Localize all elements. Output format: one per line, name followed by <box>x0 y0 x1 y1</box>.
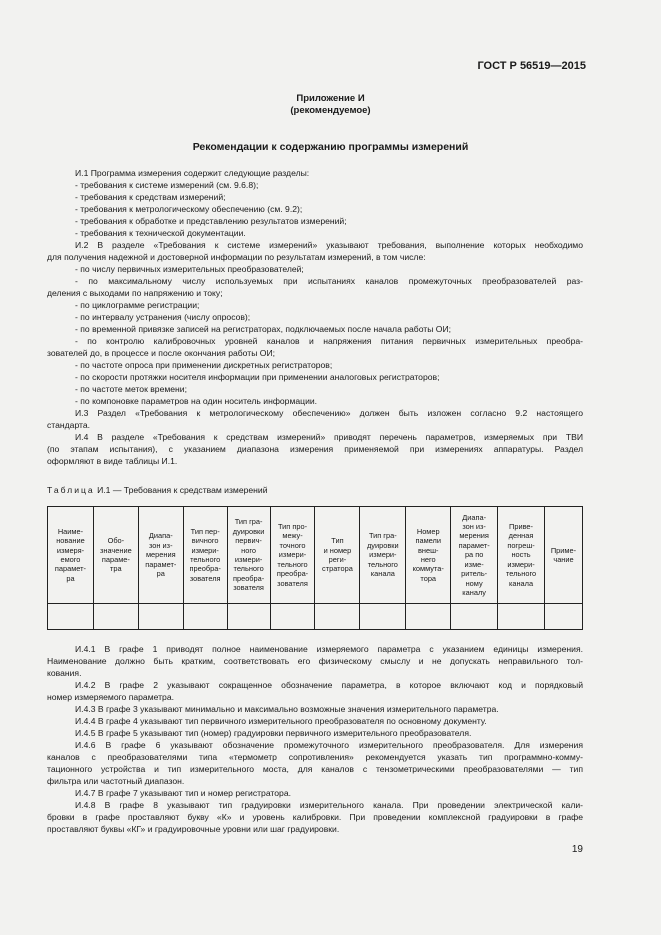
table-header-row <box>48 507 583 604</box>
table-header-cell: Тип гра- дуировки первич- ного измери- тельного преобра- зователя <box>227 507 270 604</box>
list-item: - требования к технической документации. <box>75 228 246 238</box>
paragraph-cont: фильтра или частотный диапазон. <box>47 776 185 786</box>
paragraph: И.4.5 В графе 5 указывают тип (номер) градуировки первичного измерительного преобразователя. <box>75 728 472 738</box>
table-cell <box>138 604 183 630</box>
table-cell <box>227 604 270 630</box>
table-cell <box>48 604 94 630</box>
list-item: - требования к системе измерений (см. 9.6.8); <box>75 180 259 190</box>
section-title: Рекомендации к содержанию программы измерений <box>192 141 469 153</box>
table-header-cell: Тип пер- вичного измери- тельного преобра- зователя <box>183 507 227 604</box>
paragraph-cont: оформляют в виде таблицы И.1. <box>47 456 178 466</box>
table-header-cell: Обо- значение параме- тра <box>93 507 138 604</box>
paragraph-cont: бровки в графе проставляют букву «К» и уровень калибровки. При проведении комплексной градуировки в графе <box>47 812 583 822</box>
table-header-cell: Тип гра- дуировки измери- тельного канала <box>360 507 406 604</box>
paragraph-cont: стандарта. <box>47 420 91 430</box>
list-item: - по числу первичных измерительных преобразователей; <box>75 264 304 274</box>
list-item-cont: деления с выходами по напряжению и току; <box>47 288 223 298</box>
table-cell <box>498 604 545 630</box>
paragraph: И.4.3 В графе 3 указывают минимально и максимально возможные значения измерительного параметра. <box>75 704 499 714</box>
paragraph-cont: (по этапам испытания), с указанием диапазона измерения применяемой при измерениях аппаратуры. Раздел <box>47 444 583 454</box>
table-header-cell: Тип про- межу- точного измери- тельного преобра- зователя <box>270 507 315 604</box>
paragraph-cont: тационного устройства и тип измерительного моста, для каналов с тензометрическими преобразователями — тип <box>47 764 583 774</box>
list-item: - по интервалу устранения (числу опросов); <box>75 312 251 322</box>
paragraph: И.4.7 В графе 7 указывают тип и номер регистратора. <box>75 788 291 798</box>
paragraph: И.4.8 В графе 8 указывают тип градуировки измерительного канала. При проведении электрической кали- <box>75 800 583 810</box>
page-number: 19 <box>571 844 583 855</box>
table-cell <box>315 604 360 630</box>
table-cell <box>451 604 498 630</box>
table-header-cell: Тип и номер реги- стратора <box>315 507 360 604</box>
table-cell <box>406 604 451 630</box>
list-item: - по скорости протяжки носителя информации при применении аналоговых регистраторов; <box>75 372 440 382</box>
appendix-status: (рекомендуемое) <box>290 105 371 116</box>
body-text-section1 <box>47 167 583 467</box>
paragraph-cont: номер измеряемого параметра. <box>47 692 175 702</box>
table-empty-row <box>48 604 583 630</box>
table-header-cell: Диапа- зон из- мерения парамет- ра по изме- ритель- ному каналу <box>451 507 498 604</box>
table-caption-text: И.1 — Требования к средствам измерений <box>97 485 268 495</box>
paragraph: И.1 Программа измерения содержит следующие разделы: <box>75 168 310 178</box>
appendix-title: Приложение И <box>296 93 365 104</box>
table-header-cell: Приве- денная погреш- ность измери- тельного канала <box>498 507 545 604</box>
paragraph: И.3 Раздел «Требования к метрологическому обеспечению» должен быть изложен согласно 9.2 настоящего <box>75 408 583 418</box>
table-cell <box>270 604 315 630</box>
list-item: - по максимальному числу используемых при испытаниях каналов промежуточных преобразователей раз- <box>75 276 583 286</box>
table-cell <box>93 604 138 630</box>
table-header-cell: Диапа- зон из- мерения парамет- ра <box>138 507 183 604</box>
list-item: - требования к метрологическому обеспечению (см. 9.2); <box>75 204 303 214</box>
paragraph: И.4.1 В графе 1 приводят полное наименование измеряемого параметра с указанием единицы измерения. <box>75 644 583 654</box>
table-cell <box>360 604 406 630</box>
standard-header: ГОСТ Р 56519—2015 <box>477 60 586 72</box>
table-header-cell: Наиме- нование измеря- емого парамет- ра <box>48 507 94 604</box>
list-item: - требования к обработке и представлению результатов измерений; <box>75 216 347 226</box>
list-item: - по временной привязке записей на регистраторах, подключаемых после начала работы ОИ; <box>75 324 452 334</box>
requirements-table <box>47 506 583 630</box>
paragraph-cont: Наименование должно быть кратким, соответствовать его физическому смыслу и не допускать неправильного тол- <box>47 656 583 666</box>
list-item: - по циклограмме регистрации; <box>75 300 200 310</box>
paragraph-cont: кования. <box>47 668 82 678</box>
table-cell <box>544 604 582 630</box>
list-item: - требования к средствам измерений; <box>75 192 226 202</box>
list-item: - по контролю калибровочных уровней каналов и напряжения питания первичных измерительных преобра- <box>75 336 583 346</box>
table-header-cell: Приме- чание <box>544 507 582 604</box>
paragraph: И.4 В разделе «Требования к средствам измерений» приводят перечень параметров, измеряемых при ТВИ <box>75 432 583 442</box>
paragraph: И.2 В разделе «Требования к системе измерений» указывают требования, выполнение которых необходимо <box>75 240 583 250</box>
paragraph: И.4.4 В графе 4 указывают тип первичного измерительного преобразователя по основному документу. <box>75 716 487 726</box>
paragraph-cont: каналов с преобразователями типа «термометр сопротивления» рекомендуется указать тип программно-комму- <box>47 752 583 762</box>
paragraph-cont: для получения надежной и достоверной информации по результатам измерений, в том числе: <box>47 252 426 262</box>
table-header-cell: Номер памели внеш- него коммута- тора <box>406 507 451 604</box>
table-caption <box>47 485 268 495</box>
list-item: - по компоновке параметров на один носитель информации. <box>75 396 318 406</box>
list-item: - по частоте меток времени; <box>75 384 187 394</box>
paragraph: И.4.2 В графе 2 указывают сокращенное обозначение параметра, в которое включают код и порядковый <box>75 680 583 690</box>
paragraph: И.4.6 В графе 6 указывают обозначение промежуточного измерительного преобразователя. Для измерения <box>75 740 583 750</box>
list-item: - по частоте опроса при применении дискретных регистраторов; <box>75 360 333 370</box>
paragraph-cont: проставляют буквы «КГ» и градуировочные уровни или шаг градуировки. <box>47 824 340 834</box>
table-cell <box>183 604 227 630</box>
list-item-cont: зователей до, в процессе и после окончания работы ОИ; <box>47 348 276 358</box>
table-caption-prefix: Таблица <box>47 485 95 495</box>
body-text-section2 <box>47 643 583 835</box>
